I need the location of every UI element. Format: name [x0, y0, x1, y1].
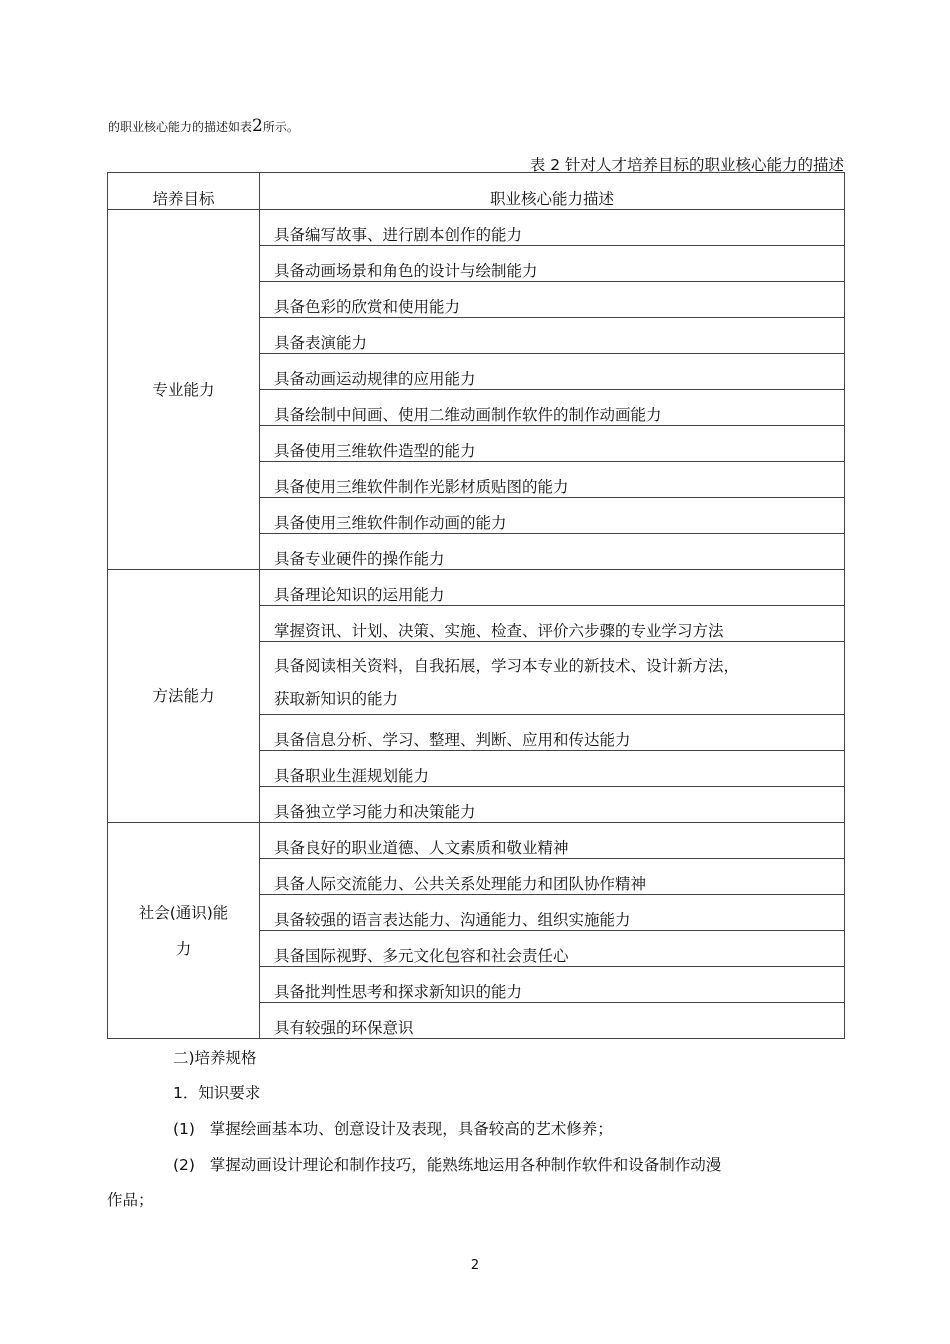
goal-method: 方法能力 — [108, 570, 260, 823]
description-cell: 具备表演能力 — [260, 318, 845, 354]
item-text: 掌握动画设计理论和制作技巧，能熟练地运用各种制作软件和设备制作动漫 — [209, 1156, 722, 1174]
description-cell: 具备独立学习能力和决策能力 — [260, 787, 845, 823]
goal-social-line1: 社会(通识)能 — [138, 903, 229, 922]
intro-prefix: 的职业核心能力的描述如表 — [108, 120, 253, 134]
table-row — [108, 823, 845, 859]
goal-social — [108, 823, 260, 1039]
table-row — [108, 210, 845, 246]
description-cell: 具备专业硬件的操作能力 — [260, 534, 845, 570]
item-number: (1) — [173, 1120, 195, 1138]
description-cell: 掌握资讯、计划、决策、实施、检查、评价六步骤的专业学习方法 — [260, 606, 845, 642]
description-cell: 具备色彩的欣赏和使用能力 — [260, 282, 845, 318]
page-number: 2 — [470, 1258, 480, 1273]
description-cell: 具备使用三维软件造型的能力 — [260, 426, 845, 462]
list-item — [173, 1117, 613, 1139]
list-item — [173, 1153, 721, 1175]
table-header-row — [108, 173, 845, 210]
description-cell: 具有较强的环保意识 — [260, 1003, 845, 1039]
intro-table-number: 2 — [252, 116, 263, 136]
description-cell: 具备阅读相关资料，自我拓展，学习本专业的新技术、设计新方法， 获取新知识的能力 — [260, 642, 845, 715]
description-cell: 具备使用三维软件制作动画的能力 — [260, 498, 845, 534]
item-number: (2) — [173, 1156, 195, 1174]
table-row — [108, 570, 845, 606]
description-cell: 具备较强的语言表达能力、沟通能力、组织实施能力 — [260, 895, 845, 931]
description-cell: 具备国际视野、多元文化包容和社会责任心 — [260, 931, 845, 967]
table-caption: 表 2 针对人才培养目标的职业核心能力的描述 — [529, 156, 844, 174]
intro-suffix: 所示。 — [262, 120, 299, 134]
intro-line — [108, 116, 299, 136]
item-continuation: 作品； — [107, 1191, 154, 1209]
header-goal: 培养目标 — [108, 173, 260, 210]
core-competency-table — [107, 172, 845, 1039]
description-cell: 具备使用三维软件制作光影材质贴图的能力 — [260, 462, 845, 498]
goal-social-line2: 力 — [175, 939, 192, 958]
description-cell: 具备批判性思考和探求新知识的能力 — [260, 967, 845, 1003]
description-cell: 具备编写故事、进行剧本创作的能力 — [260, 210, 845, 246]
description-cell: 具备动画运动规律的应用能力 — [260, 354, 845, 390]
description-cell: 具备人际交流能力、公共关系处理能力和团队协作精神 — [260, 859, 845, 895]
description-cell: 具备职业生涯规划能力 — [260, 751, 845, 787]
section-heading: 二)培养规格 — [173, 1049, 257, 1067]
description-cell: 具备良好的职业道德、人文素质和敬业精神 — [260, 823, 845, 859]
header-description: 职业核心能力描述 — [260, 173, 845, 210]
subsection-heading: 1．知识要求 — [173, 1084, 261, 1102]
description-cell: 具备动画场景和角色的设计与绘制能力 — [260, 246, 845, 282]
goal-professional: 专业能力 — [108, 210, 260, 570]
description-cell: 具备理论知识的运用能力 — [260, 570, 845, 606]
item-text: 掌握绘画基本功、创意设计及表现，具备较高的艺术修养； — [209, 1120, 613, 1138]
description-cell: 具备绘制中间画、使用二维动画制作软件的制作动画能力 — [260, 390, 845, 426]
description-cell: 具备信息分析、学习、整理、判断、应用和传达能力 — [260, 715, 845, 751]
